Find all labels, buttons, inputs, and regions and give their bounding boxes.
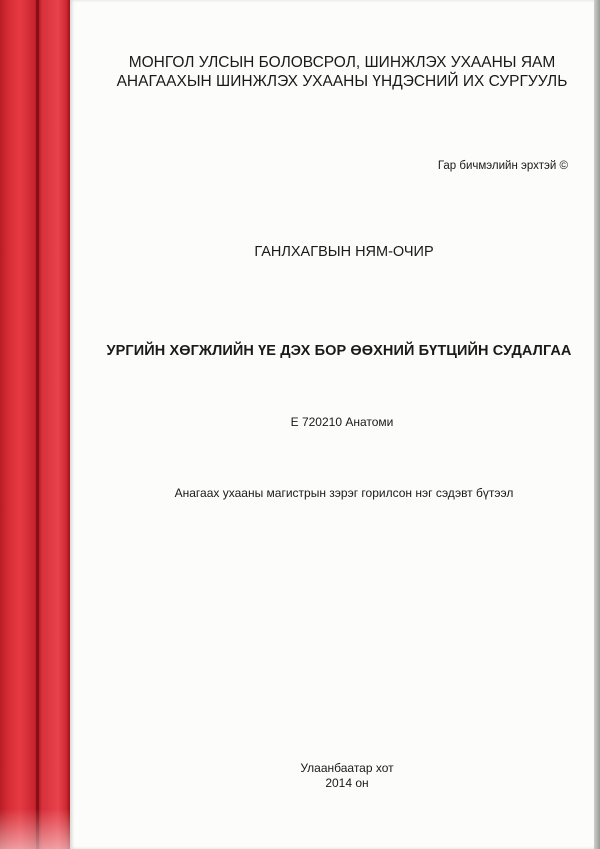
degree-note: Анагаах ухааны магистрын зэрэг горилсон нэг сэдэвт бүтээл: [174, 486, 514, 500]
binding-wear: [0, 809, 70, 849]
copyright-note: Гар бичмэлийн эрхтэй ©: [437, 160, 568, 172]
thesis-title: УРГИЙН ХӨГЖЛИЙН ҮЕ ДЭХ БОР ӨӨХНИЙ БҮТЦИЙН СУДАЛГАА: [106, 343, 572, 359]
ministry-line-1: МОНГОЛ УЛСЫН БОЛОВСРОЛ, ШИНЖЛЭХ УХААНЫ ЯАМ: [128, 54, 556, 71]
author-name: ГАНЛХАГВЫН НЯМ-ОЧИР: [254, 244, 434, 260]
specialty-code: Е 720210 Анатоми: [290, 415, 394, 429]
binding-crease: [36, 0, 39, 849]
page-edge-shadow: [594, 0, 600, 849]
city: Улаанбаатар хот: [300, 761, 394, 775]
red-binding-strip: [0, 0, 70, 849]
year: 2014 он: [325, 776, 369, 790]
ministry-line-2: АНАГААХЫН ШИНЖЛЭХ УХААНЫ ҮНДЭСНИЙ ИХ СУРГУУЛЬ: [116, 73, 568, 90]
title-page: [70, 0, 594, 849]
